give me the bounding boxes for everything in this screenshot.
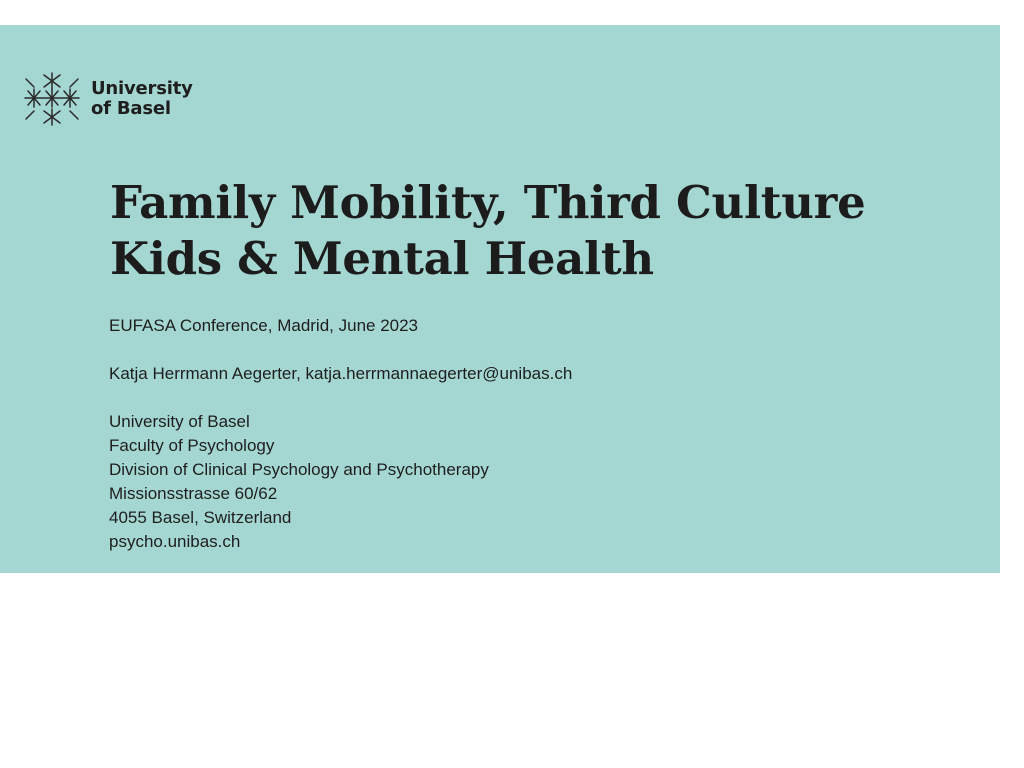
website-line: psycho.unibas.ch (109, 532, 241, 551)
logo-line-1: University (91, 78, 193, 99)
address-line: 4055 Basel, Switzerland (109, 508, 292, 527)
slide-title (110, 175, 980, 287)
logo-line-2: of Basel (91, 98, 171, 119)
address-line: University of Basel (109, 412, 250, 431)
presentation-info (109, 314, 572, 554)
address-line: Division of Clinical Psychology and Psychotherapy (109, 460, 489, 479)
university-emblem-icon (22, 71, 82, 127)
title-line-1: Family Mobility, Third Culture (110, 176, 866, 229)
logo-wordmark (91, 79, 193, 119)
title-line-2: Kids & Mental Health (110, 232, 654, 285)
author-line: Katja Herrmann Aegerter, katja.herrmannaegerter@unibas.ch (109, 364, 573, 383)
conference-line: EUFASA Conference, Madrid, June 2023 (109, 316, 419, 335)
address-line: Faculty of Psychology (109, 436, 275, 455)
university-logo (22, 71, 193, 127)
address-line: Missionsstrasse 60/62 (109, 484, 278, 503)
title-panel (0, 25, 1000, 573)
